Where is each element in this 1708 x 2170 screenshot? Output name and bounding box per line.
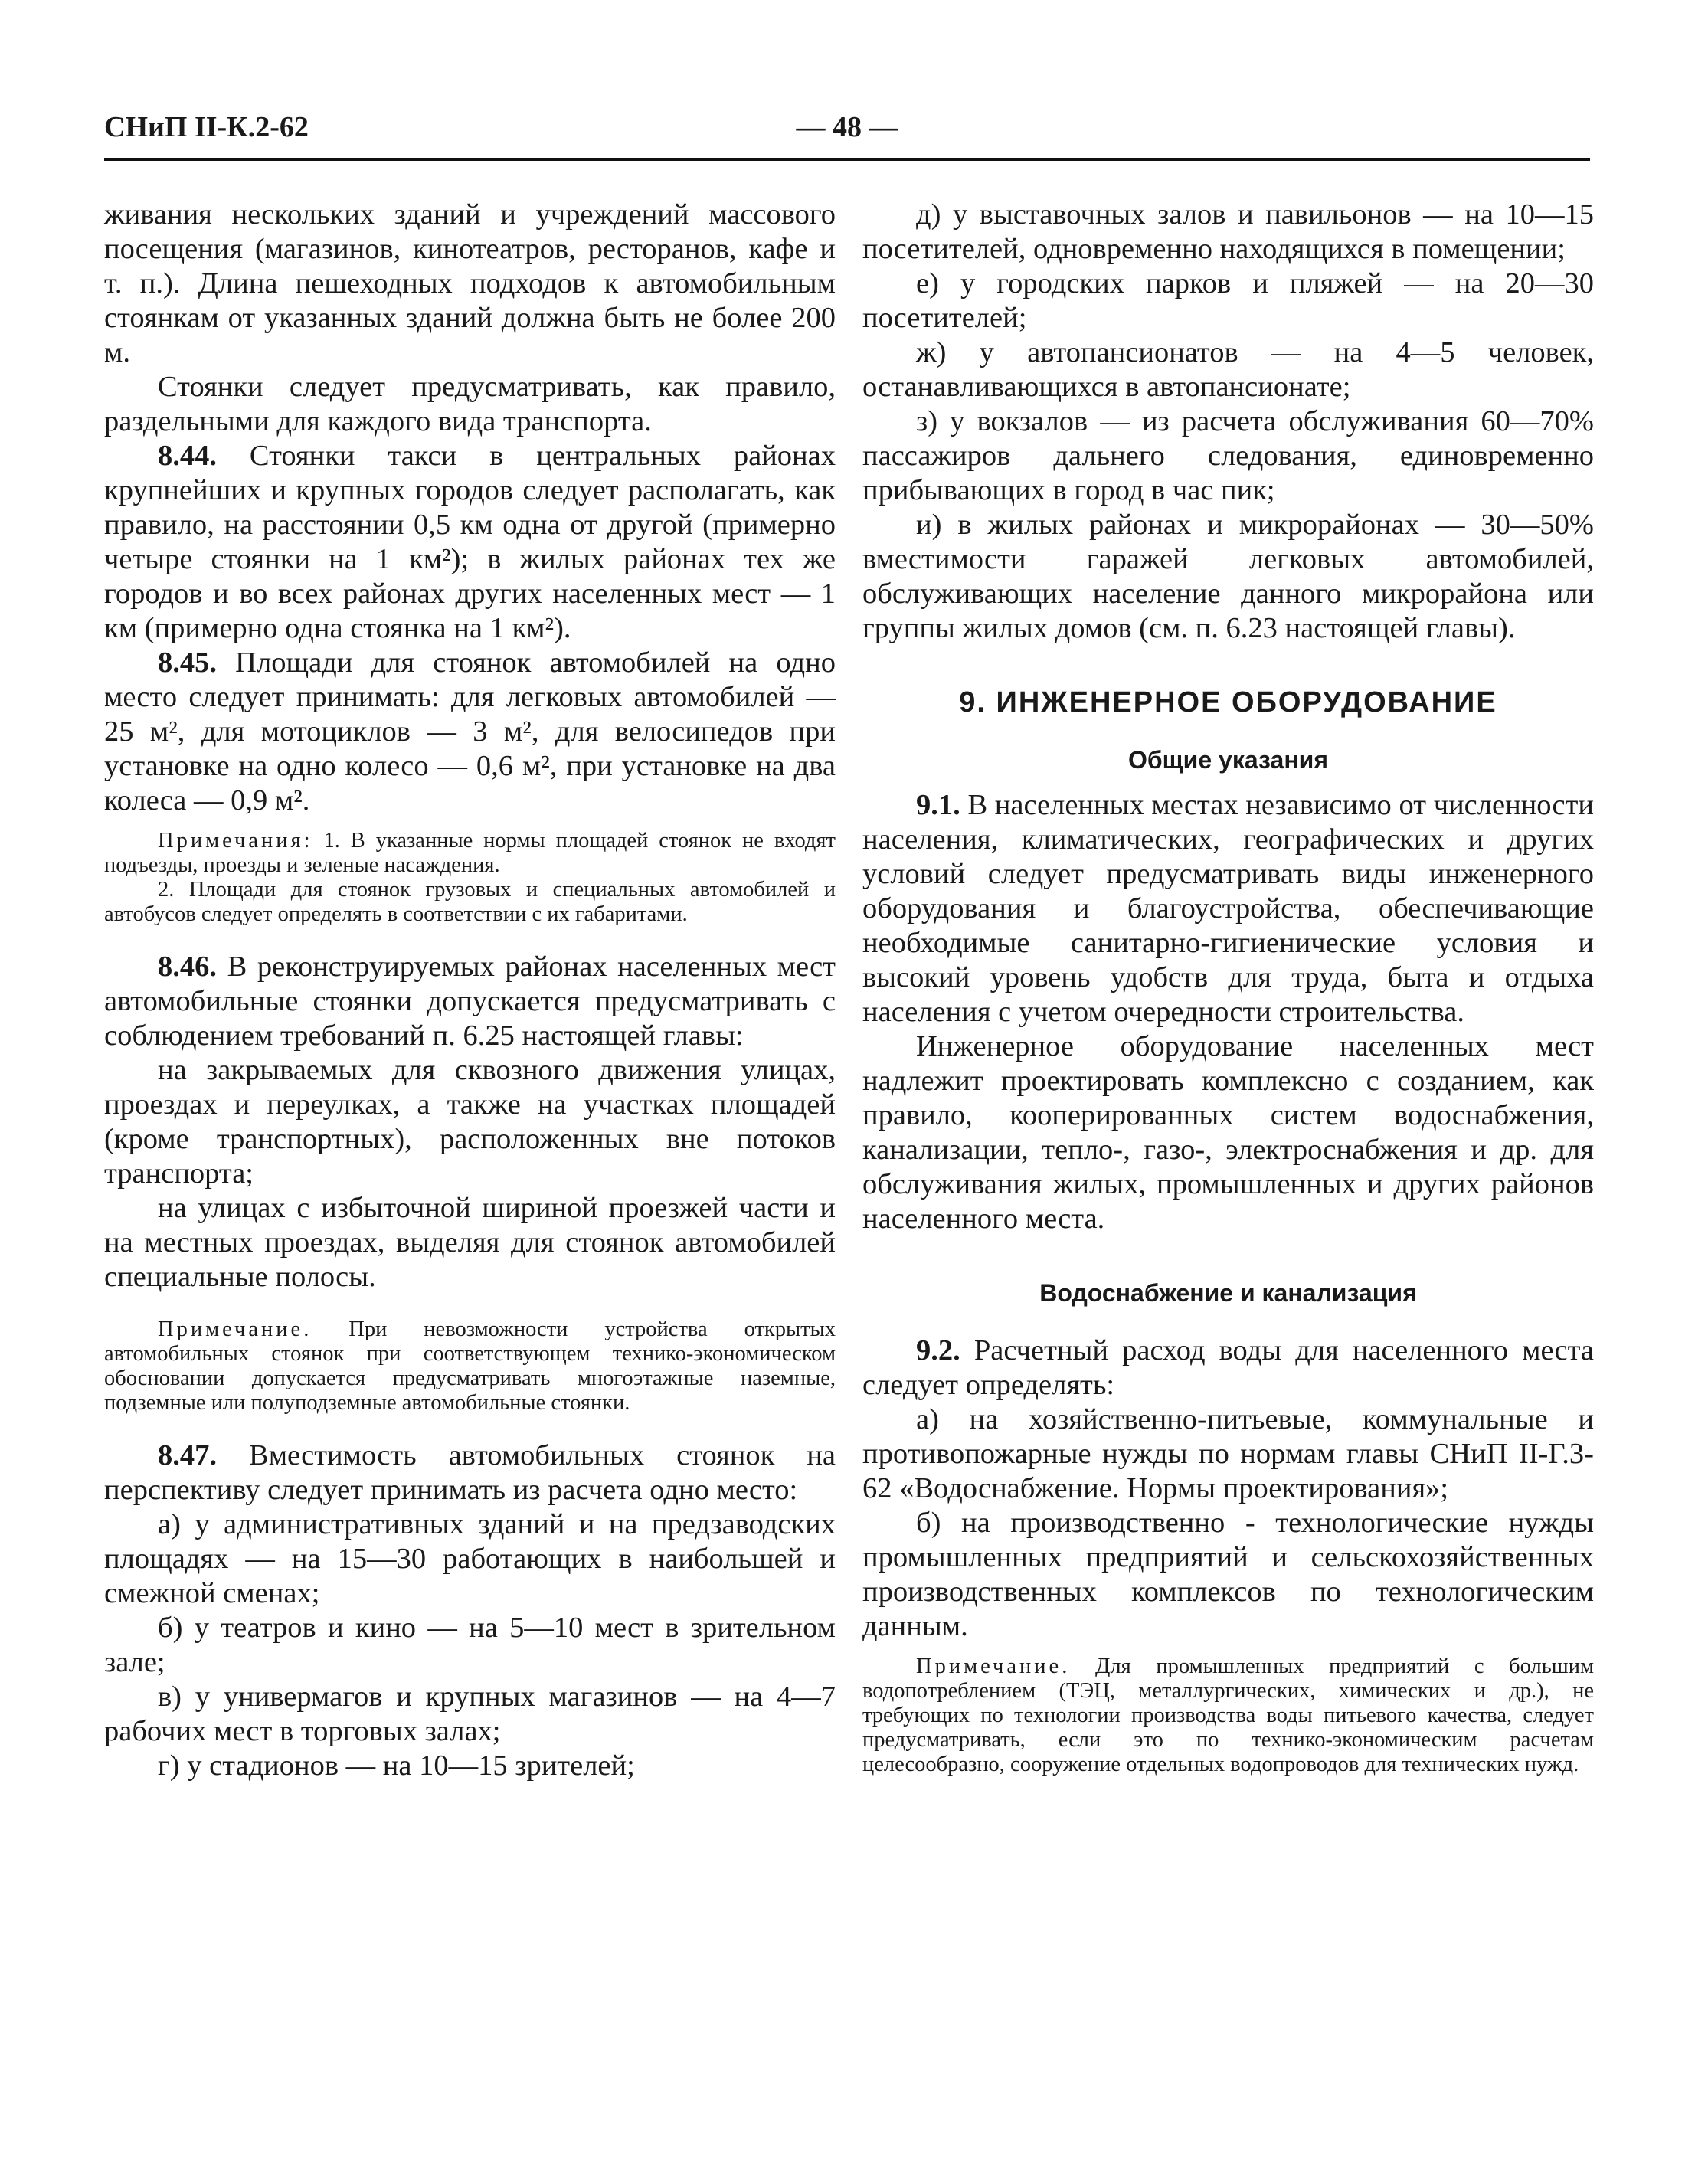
note: Примечание. Для промышленных предприятий с большим водопотреблением (ТЭЦ, металлургических, химических и др.), не требующих по технологии производства воды питьевого качества, следует предусматривать, если это по технико-экономическим расчетам целесообразно, сооружение отдельных водопроводов для технических нужд. <box>862 1655 1594 1776</box>
page-header <box>104 110 1590 156</box>
note: 2. Площади для стоянок грузовых и специальных автомобилей и автобусов следует определять в соответствии с их габаритами. <box>104 878 836 926</box>
header-rule <box>104 158 1590 161</box>
list-item: з) у вокзалов — из расчета обслуживания 60—70% пассажиров дальнего следования, единовременно прибывающих в город в час пик; <box>862 405 1594 506</box>
list-item: е) у городских парков и пляжей — на 20—30 посетителей; <box>862 267 1594 334</box>
paragraph: живания нескольких зданий и учреждений массового посещения (магазинов, кинотеатров, ресторанов, кафе и т. п.). Длина пешеходных подходов к автомобильным стоянкам от указанных зданий должна быть не более 200 м. <box>104 198 836 368</box>
paragraph-9-2: 9.2. Расчетный расход воды для населенного места следует определять: <box>862 1334 1594 1401</box>
list-item: и) в жилых районах и микрорайонах — 30—50% вместимости гаражей легковых автомобилей, обслуживающих население данного микрорайона или группы жилых домов (см. п. 6.23 настоящей главы). <box>862 509 1594 644</box>
clause-number: 9.2. <box>916 1334 960 1366</box>
note: Примечание. При невозможности устройства открытых автомобильных стоянок при соответствующем технико-экономическом обосновании допускается предусматривать многоэтажные наземные, подземные или полуподземные автомобильные стоянки. <box>104 1317 836 1415</box>
list-item: ж) у автопансионатов — на 4—5 человек, останавливающихся в автопансионате; <box>862 336 1594 403</box>
page-number: — 48 — <box>796 111 898 143</box>
paragraph-8-46: 8.46. В реконструируемых районах населенных мест автомобильные стоянки допускается предусматривать с соблюдением требований п. 6.25 настоящей главы: <box>104 951 836 1052</box>
note: Примечания: 1. В указанные нормы площадей стоянок не входят подъезды, проезды и зеленые насаждения. <box>104 829 836 877</box>
clause-number: 9.1. <box>916 789 960 821</box>
list-item: в) у универмагов и крупных магазинов — на 4—7 рабочих мест в торговых залах; <box>104 1681 836 1747</box>
section-heading: 9. ИНЖЕНЕРНОЕ ОБОРУДОВАНИЕ <box>959 686 1497 718</box>
list-item: д) у выставочных залов и павильонов — на 10—15 посетителей, одновременно находящихся в помещении; <box>862 198 1594 265</box>
clause-number: 8.47. <box>158 1439 217 1471</box>
list-item: б) на производственно - технологические нужды промышленных предприятий и сельскохозяйственных производственных комплексов по технологическим данным. <box>862 1507 1594 1642</box>
paragraph-8-45: 8.45. Площади для стоянок автомобилей на одно место следует принимать: для легковых автомобилей — 25 м², для мотоциклов — 3 м², для велосипедов при установке на одно колесо — 0,6 м², при установке на два колеса — 0,9 м². <box>104 646 836 817</box>
list-item: г) у стадионов — на 10—15 зрителей; <box>158 1749 635 1782</box>
document-code: СНиП II-К.2-62 <box>104 111 309 143</box>
paragraph: Стоянки следует предусматривать, как правило, раздельными для каждого вида транспорта. <box>104 371 836 437</box>
note-label: Примечания: <box>158 829 313 853</box>
paragraph: Инженерное оборудование населенных мест надлежит проектировать комплексно с созданием, как правило, кооперированных систем водоснабжения, канализации, тепло-, газо-, электроснабжения и др. для обслуживания жилых, промышленных и других районов населенного места. <box>862 1030 1594 1235</box>
list-item: а) у административных зданий и на предзаводских площадях — на 15—30 работающих в наибольшей и смежной сменах; <box>104 1508 836 1609</box>
list-item: б) у театров и кино — на 5—10 мест в зрительном зале; <box>104 1612 836 1678</box>
paragraph: на улицах с избыточной шириной проезжей части и на местных проездах, выделяя для стоянок автомобилей специальные полосы. <box>104 1192 836 1293</box>
paragraph-8-47: 8.47. Вместимость автомобильных стоянок на перспективу следует принимать из расчета одно место: <box>104 1439 836 1506</box>
list-item: а) на хозяйственно-питьевые, коммунальные и противопожарные нужды по нормам главы СНиП II-Г.3-62 «Водоснабжение. Нормы проектирования»; <box>862 1403 1594 1504</box>
right-column <box>862 198 1594 1777</box>
paragraph-9-1: 9.1. В населенных местах независимо от численности населения, климатических, географических и других условий следует предусматривать виды инженерного оборудования и благоустройства, обеспечивающие необходимые санитарно-гигиенические условия и высокий уровень удобств для труда, быта и отдыха населения с учетом очередности строительства. <box>862 789 1594 1028</box>
subsection-heading: Общие указания <box>1128 746 1328 774</box>
clause-number: 8.44. <box>158 440 217 472</box>
note-label: Примечание. <box>916 1655 1071 1678</box>
paragraph-8-44: 8.44. Стоянки такси в центральных районах крупнейших и крупных городов следует располагать, как правило, на расстоянии 0,5 км одна от другой (примерно четыре стоянки на 1 км²); в жилых районах тех же городов и во всех районах других населенных мест — 1 км (примерно одна стоянка на 1 км²). <box>104 440 836 644</box>
clause-number: 8.45. <box>158 646 217 679</box>
paragraph: на закрываемых для сквозного движения улицах, проездах и переулках, а также на участках площадей (кроме транспортных), расположенных вне потоков транспорта; <box>104 1054 836 1190</box>
clause-number: 8.46. <box>158 951 217 983</box>
subsection-heading: Водоснабжение и канализация <box>1039 1279 1417 1307</box>
left-column <box>104 198 836 1783</box>
note-label: Примечание. <box>158 1317 312 1341</box>
